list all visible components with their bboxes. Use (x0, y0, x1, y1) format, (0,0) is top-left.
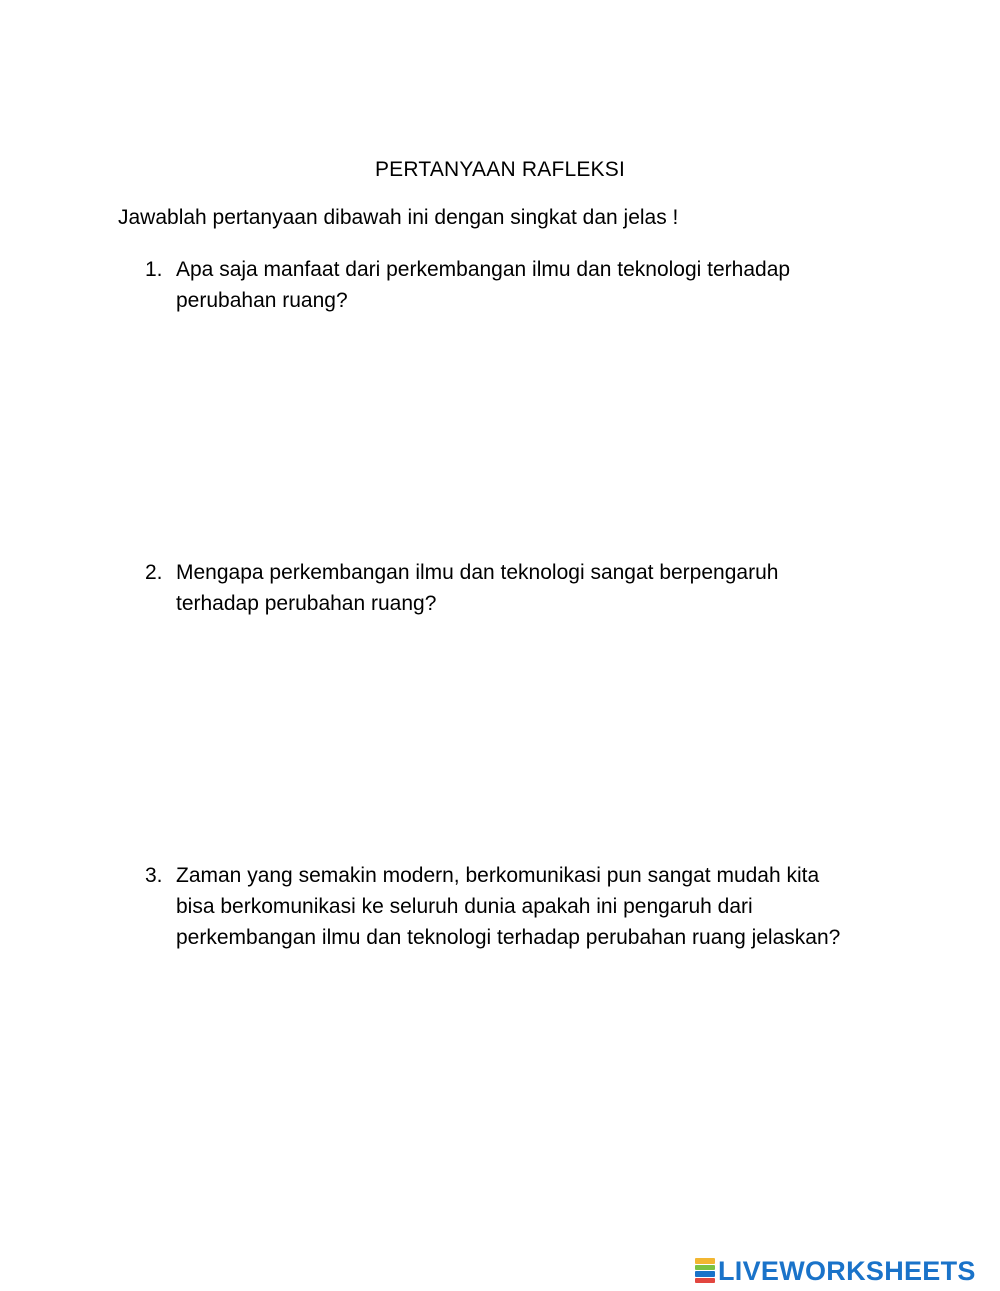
liveworksheets-logo (695, 1254, 976, 1288)
question-line: perubahan ruang? (176, 289, 348, 312)
logo-block (695, 1271, 715, 1277)
instruction-text: Jawablah pertanyaan dibawah ini dengan singkat dan jelas ! (118, 206, 679, 229)
question-3 (145, 860, 885, 953)
question-2 (145, 557, 885, 619)
question-line: Zaman yang semakin modern, berkomunikasi pun sangat mudah kita (176, 864, 820, 887)
question-text (176, 557, 885, 619)
question-number: 3. (145, 864, 163, 887)
question-text (176, 254, 885, 316)
question-line: bisa berkomunikasi ke seluruh dunia apakah ini pengaruh dari (176, 895, 753, 918)
question-1 (145, 254, 885, 316)
logo-block (695, 1265, 715, 1271)
question-number: 1. (145, 258, 163, 281)
question-text (176, 860, 885, 953)
question-line: Apa saja manfaat dari perkembangan ilmu dan teknologi terhadap (176, 258, 791, 281)
logo-block (695, 1278, 715, 1284)
page-title: PERTANYAAN RAFLEKSI (374, 158, 626, 181)
logo-text: LIVEWORKSHEETS (718, 1255, 976, 1286)
question-number: 2. (145, 561, 163, 584)
question-line: Mengapa perkembangan ilmu dan teknologi sangat berpengaruh (176, 561, 779, 584)
logo-blocks-icon (695, 1258, 715, 1284)
question-line: perkembangan ilmu dan teknologi terhadap perubahan ruang jelaskan? (176, 926, 841, 949)
question-line: terhadap perubahan ruang? (176, 592, 437, 615)
logo-block (695, 1258, 715, 1264)
